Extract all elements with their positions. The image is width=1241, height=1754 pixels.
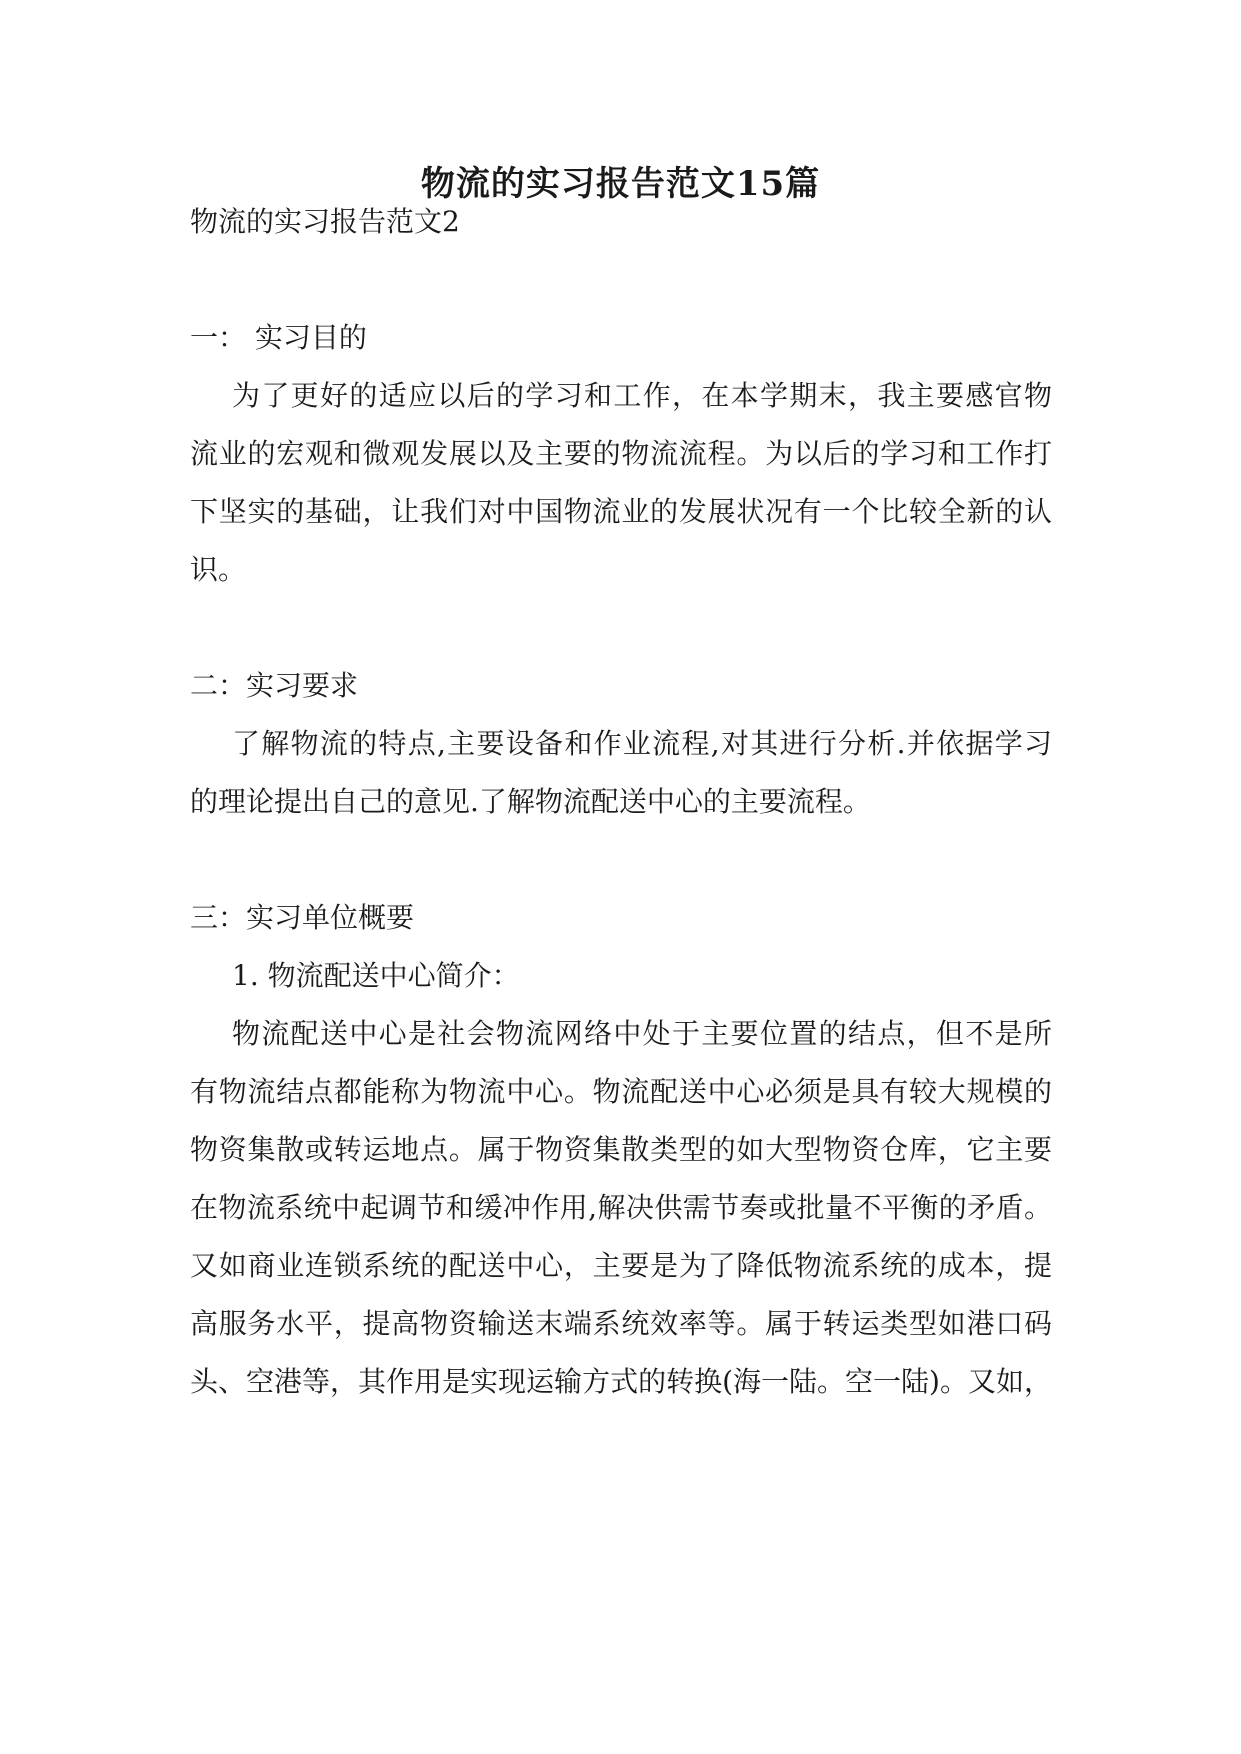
paragraph-line: 了解物流的特点,主要设备和作业流程,对其进行分析.并依据学习 [232,727,1052,760]
document-subtitle: 物流的实习报告范文2 [190,205,460,238]
paragraph-line: 的理论提出自己的意见.了解物流配送中心的主要流程。 [190,785,871,818]
paragraph-line: 高服务水平，提高物资输送末端系统效率等。属于转运类型如港口码 [190,1307,1052,1340]
paragraph-line: 识。 [190,553,247,586]
section-heading-purpose: 一： 实习目的 [190,321,367,354]
paragraph-line: 流业的宏观和微观发展以及主要的物流流程。为以后的学习和工作打 [190,437,1052,470]
paragraph-line: 物流配送中心是社会物流网络中处于主要位置的结点，但不是所 [232,1017,1052,1050]
section-heading-requirements: 二：实习要求 [190,669,359,702]
paragraph-line: 头、空港等，其作用是实现运输方式的转换(海一陆。空一陆)。又如， [190,1365,1052,1398]
subsection-heading: 1. 物流配送中心简介： [232,959,520,992]
paragraph-line: 又如商业连锁系统的配送中心，主要是为了降低物流系统的成本，提 [190,1249,1052,1282]
paragraph-line: 下坚实的基础，让我们对中国物流业的发展状况有一个比较全新的认 [190,495,1052,528]
document-title: 物流的实习报告范文15篇 [420,164,821,204]
section-heading-overview: 三：实习单位概要 [190,901,415,934]
paragraph-line: 在物流系统中起调节和缓冲作用,解决供需节奏或批量不平衡的矛盾。 [190,1191,1052,1224]
paragraph-line: 为了更好的适应以后的学习和工作，在本学期末，我主要感官物 [232,379,1052,412]
paragraph-line: 有物流结点都能称为物流中心。物流配送中心必须是具有较大规模的 [190,1075,1052,1108]
paragraph-line: 物资集散或转运地点。属于物资集散类型的如大型物资仓库，它主要 [190,1133,1052,1166]
